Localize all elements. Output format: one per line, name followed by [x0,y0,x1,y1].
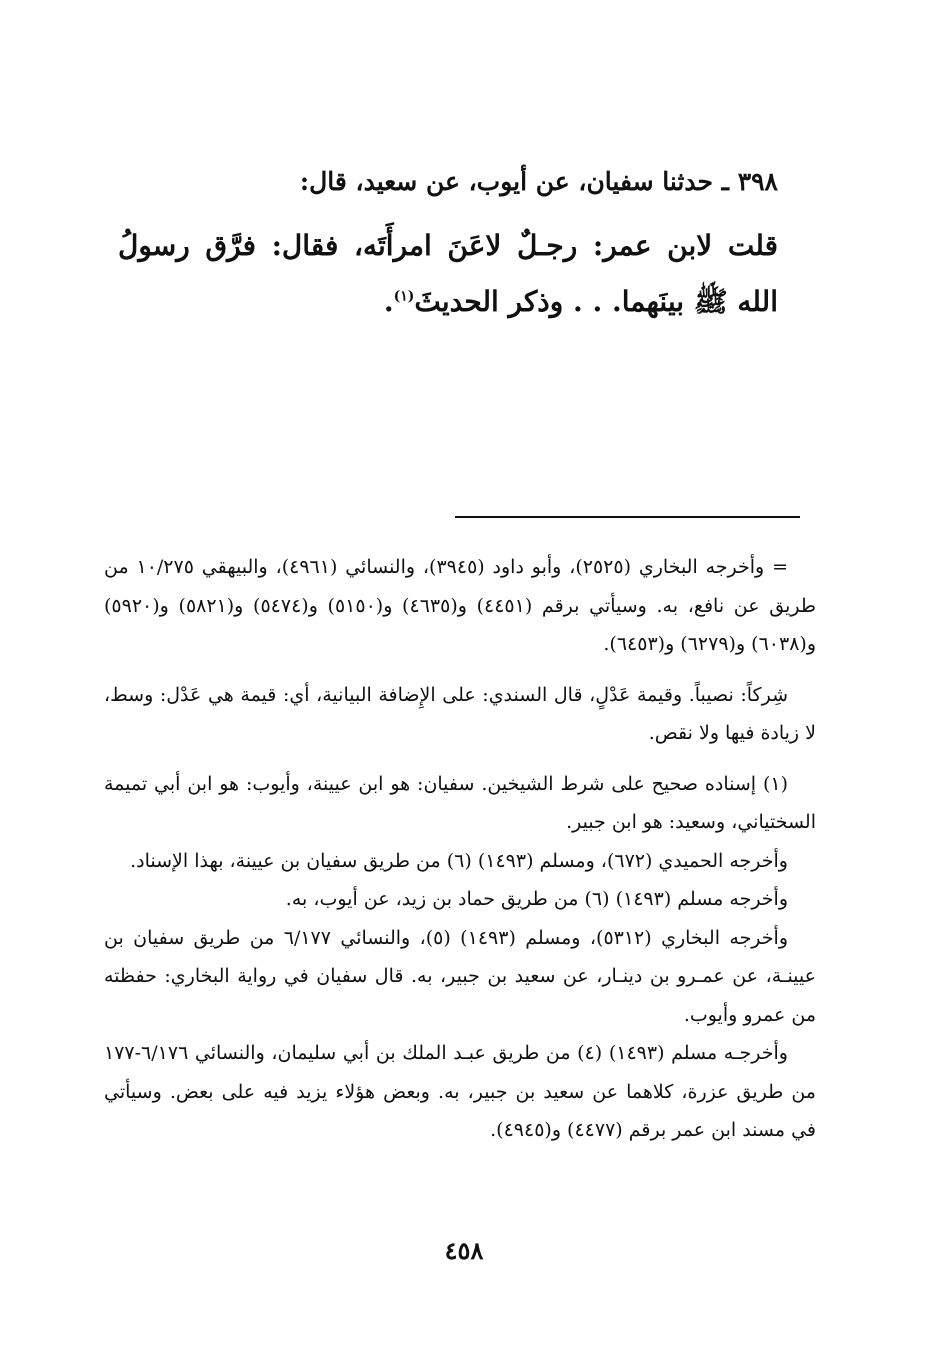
page-number: ٤٥٨ [444,1236,484,1265]
footnotes [104,548,816,1150]
footnote-marker: (١) [393,288,415,305]
hadith-header: ٣٩٨ ـ حدثنا سفيان، عن أيوب، عن سعيد، قال: [299,167,778,196]
footnote-separator [455,516,800,518]
hadith-end-period: . [383,285,394,318]
footnote-continuation: = وأخرجه البخاري (٢٥٢٥)، وأبو داود (٣٩٤٥)، والنسائي (٤٩٦١)، والبيهقي ١٠/٢٧٥ من طريق عن نافع، به. وسيأتي برقم (٤٤٥١) و(٤٦٣٥) و(٥١٥٠) و(٥٤٧٤) و(٥٨٢١) و(٥٩٢٠) و(٦٠٣٨) و(٦٢٧٩) و(٦٤٥٣). [104,556,817,655]
hadith-text: قلت لابن عمر: رجـلٌ لاعَنَ امرأَتَه، فقال: فرَّق رسولُ الله ﷺ بينَهما. . . وذكر الحديثَ [118,229,778,318]
footnote-bukhari-amr: وأخرجه البخاري (٥٣١٢)، ومسلم (١٤٩٣) (٥)، والنسائي ٦/١٧٧ من طريق سفيان بن عيينـة، عن عمـرو بن دينـار، عن سعيد بن جبير، به. قال سفيان في رواية البخاري: حفظته من عمرو وأيوب. [104,926,816,1026]
footnote-muslim-hammad: وأخرجه مسلم (١٤٩٣) (٦) من طريق حماد بن زيد، عن أيوب، به. [285,888,788,910]
footnote-isnad: (١) إسناده صحيح على شرط الشيخين. سفيان: هو ابن عيينة، وأيوب: هو ابن أبي تميمة السختياني، وسعيد: هو ابن جبير. [104,772,816,833]
hadith-text-block [118,218,778,330]
footnote-humaidi: وأخرجه الحميدي (٦٧٢)، ومسلم (١٤٩٣) (٦) من طريق سفيان بن عيينة، بهذا الإسناد. [130,849,788,872]
footnote-muslim-abdulmalik: وأخرجـه مسلم (١٤٩٣) (٤) من طريق عبـد الملك بن أبي سليمان، والنسائي ٦/١٧٦-١٧٧ من طريق عزرة، كلاهما عن سعيد بن جبير، به. وبعض هؤلاء يزيد فيه على بعض. وسيأتي في مسند ابن عمر برقم (٤٤٧٧) و(٤٩٤٥). [104,1042,816,1141]
footnote-shirkan: شِركاً: نصيباً. وقيمة عَدْلٍ، قال السندي: على الإِضافة البيانية، أي: قيمة هي عَدْل: وسط، لا زيادة فيها ولا نقص. [104,683,816,744]
